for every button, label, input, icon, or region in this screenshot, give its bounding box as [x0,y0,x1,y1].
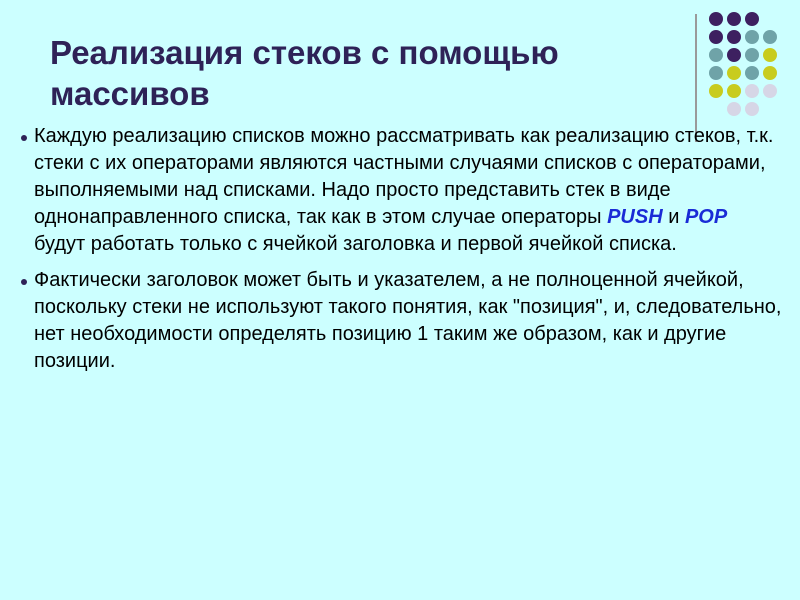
decorative-dot [727,102,741,116]
bullet-dot-icon [21,135,27,141]
bullet-1-text-a: Каждую реализацию списков можно рассматривать как реализацию стеков, т.к. стеки с их операторами являются частными случаями списков с операторами, выполняемыми над списками. Надо просто представить стек в виде однонаправленного списка, так как в этом случае операторы [34,125,774,228]
decorative-dot [745,30,759,44]
decorative-dot [745,66,759,80]
pop-command: POP [684,206,728,228]
slide-body [22,123,782,384]
decorative-dot [727,48,741,62]
decorative-dot-grid [709,12,799,132]
decorative-dot [709,84,723,98]
bullet-1-text-c: будут работать только с ячейкой заголовка и первой ячейкой списка. [34,233,677,255]
decorative-dot [709,30,723,44]
decorative-dot [709,12,723,26]
decorative-dot [727,66,741,80]
decorative-dot [763,48,777,62]
decorative-dot [745,84,759,98]
push-command: PUSH [607,206,663,228]
decorative-dot [763,84,777,98]
bullet-item-1 [22,123,782,258]
decorative-dot [709,66,723,80]
bullet-dot-icon [21,279,27,285]
decorative-dot [745,102,759,116]
bullet-item-2 [22,267,782,375]
decorative-dot [709,48,723,62]
decorative-dot [745,48,759,62]
decorative-dot [763,66,777,80]
decorative-dot [727,30,741,44]
decorative-dot [763,30,777,44]
decorative-dot [745,12,759,26]
bullet-2-text: Фактически заголовок может быть и указателем, а не полноценной ячейкой, поскольку стеки не используют такого понятия, как "позиция", и, следовательно, нет необходимости определять позицию 1 таким же образом, как и другие позиции. [34,269,782,372]
decorative-dot [727,84,741,98]
slide-title: Реализация стеков с помощью массивов [50,34,559,112]
bullet-1-text-b: и [662,206,685,228]
decorative-dot [727,12,741,26]
